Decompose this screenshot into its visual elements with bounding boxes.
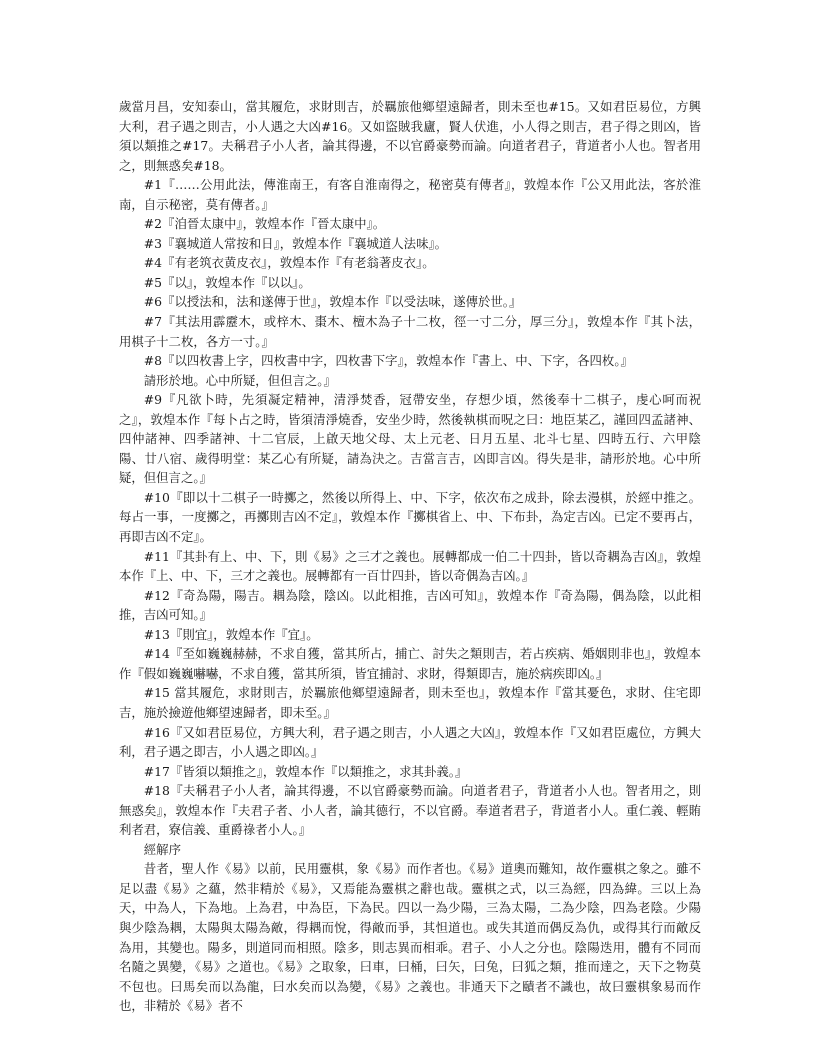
paragraph: #18『夫稱君子小人者，論其得邊，不以官爵豪勢而論。向道者君子，背道者小人也。智者用之，則無惑矣』，敦煌本作『夫君子者、小人者，論其德行，不以官爵。奉道者君子，背道者小人。重仁義、輕賄利者君，寮信義、重爵祿者小人。』 [119,783,701,838]
paragraph: #5『以』，敦煌本作『以以』。 [143,274,311,290]
paragraph: #2『洎晉太康中』，敦煌本作『晉太康中』。 [143,216,386,232]
paragraph: #12『奇為陽，陽吉。耦為陰，陰凶。以此相推，吉凶可知』，敦煌本作『奇為陽，偶為陰，以此相推，吉凶可知。』 [119,587,701,623]
paragraph: 歲當月昌，安知泰山，當其履危，求財則吉，於羈旅他鄉望遠歸者，則未至也#15。又如君臣易位，方興大利，君子遇之則吉，小人遇之大凶#16。又如盜賊我廬，賢人伏進，小人得之則吉，君子得之則凶，皆須以類推之#17。夫稱君子小人者，論其得邊，不以官爵豪勢而論。向道者君子，背道者小人也。智者用之，則無惑矣#18。 [119,99,701,173]
paragraph: #6『以授法和，法和遂傳于世』，敦煌本作『以受法味，遂傳於世。』 [143,294,522,310]
paragraph: #1『……公用此法，傳淮南王，有客自淮南得之，秘密莫有傳者』，敦煌本作『公又用此法，客於淮南，自示秘密，莫有傳者。』 [119,177,701,212]
paragraph: #9『凡欲卜時，先須凝定精神，清淨焚香，冠帶安坐，存想少頃，然後奉十二棋子，虔心呵而祝之』，敦煌本作『每卜占之時，皆須清淨燒香，安坐少時，然後執棋而呪之曰：地臣某乙，謹回四孟諸神、四仲諸神、四季諸神、十二官辰，上啟天地父母、太上元老、日月五星、北斗七星、四時五行、六甲陰陽、廿八宿、歲得明堂：某乙心有所疑，請為決之。吉當言吉，凶即言凶。得失是非，請形於地。心中所疑，但但言之。』 [119,392,701,486]
paragraph: #17『皆須以類推之』，敦煌本作『以類推之，求其卦義。』 [143,763,468,779]
paragraph: #14『至如巍巍赫赫，不求自獲，當其所占，捕亡、討失之類則吉，若占疾病、婚姻則非也』，敦煌本作『假如巍巍嚇嚇，不求自獲，當其所須，皆宜捕討、求財，得類即吉，施於病疾即凶。』 [119,646,701,681]
paragraph: #3『襄城道人常按和日』，敦煌本作『襄城道人法味』。 [143,235,448,251]
paragraph: #8『以四枚書上字，四枚書中字，四枚書下字』，敦煌本作『書上、中、下字，各四枚。』 [143,353,633,369]
paragraph: 請形於地。心中所疑，但但言之。』 [143,372,336,388]
paragraph: 經解序 [143,841,181,857]
document-body [119,97,701,1016]
paragraph: #16『又如君臣易位，方興大利，君子遇之則吉，小人遇之大凶』，敦煌本作『又如君臣處位，方興大利，君子遇之即吉，小人遇之即凶。』 [119,724,701,760]
paragraph: #10『即以十二棋子一時擲之，然後以所得上、中、下字，依次布之成卦，除去漫棋，於經中推之。每占一事，一度擲之，再擲則吉凶不定』，敦煌本作『擲棋省上、中、下布卦，為定吉凶。已定不要再占，再即吉凶不定』。 [119,489,701,545]
paragraph: 昔者，聖人作《易》以前，民用靈棋，象《易》而作者也。《易》道奧而難知，故作靈棋之象之。雖不足以盡《易》之蘊，然非精於《易》，又焉能為靈棋之辭也哉。靈棋之式，以三為經，四為緯。三以上為天，中為人，下為地。上為君，中為臣，下為民。四以一為少陽，三為太陽，二為少陰，四為老陰。少陽與少陰為耦，太陽與太陽為敵，得耦而悅，得敵而爭，其怛道也。或失其道而偶反為仇，或得其行而敵反為用，其變也。陽多，則道同而相照。陰多，則志異而相乖。君子、小人之分也。陰陽迭用，體有不同而名隨之異變，《易》之道也。《易》之取象，曰車，曰桶，曰矢，曰兔，曰狐之類，推而達之，天下之物莫不包也。曰馬矣而以為龍，曰水矣而以為變，《易》之義也。非通天下之賾者不識也，故曰靈棋象易而作也，非精於《易》者不 [119,861,701,1014]
paragraph: #7『其法用霹靂木，或梓木、棗木、檀木為子十二枚，徑一寸二分，厚三分』，敦煌本作『其卜法，用棋子十二枚，各方一寸。』 [119,314,701,349]
paragraph: #13『則宜』，敦煌本作『宜』。 [143,626,319,642]
paragraph: #15 當其履危，求財則吉，於羈旅他鄉望遠歸者，則未至也』，敦煌本作『當其憂色，求財、住宅即吉，施於撿遊他鄉望速歸者，即未至。』 [119,685,701,720]
paragraph: #4『有老筑衣黄皮衣』，敦煌本作『有老翁著皮衣』。 [143,255,435,271]
paragraph: #11『其卦有上、中、下，則《易》之三才之義也。展轉都成一伯二十四卦，皆以奇耦為吉凶』，敦煌本作『上、中、下，三才之義也。展轉都有一百廿四卦，皆以奇偶為吉凶。』 [119,548,701,584]
